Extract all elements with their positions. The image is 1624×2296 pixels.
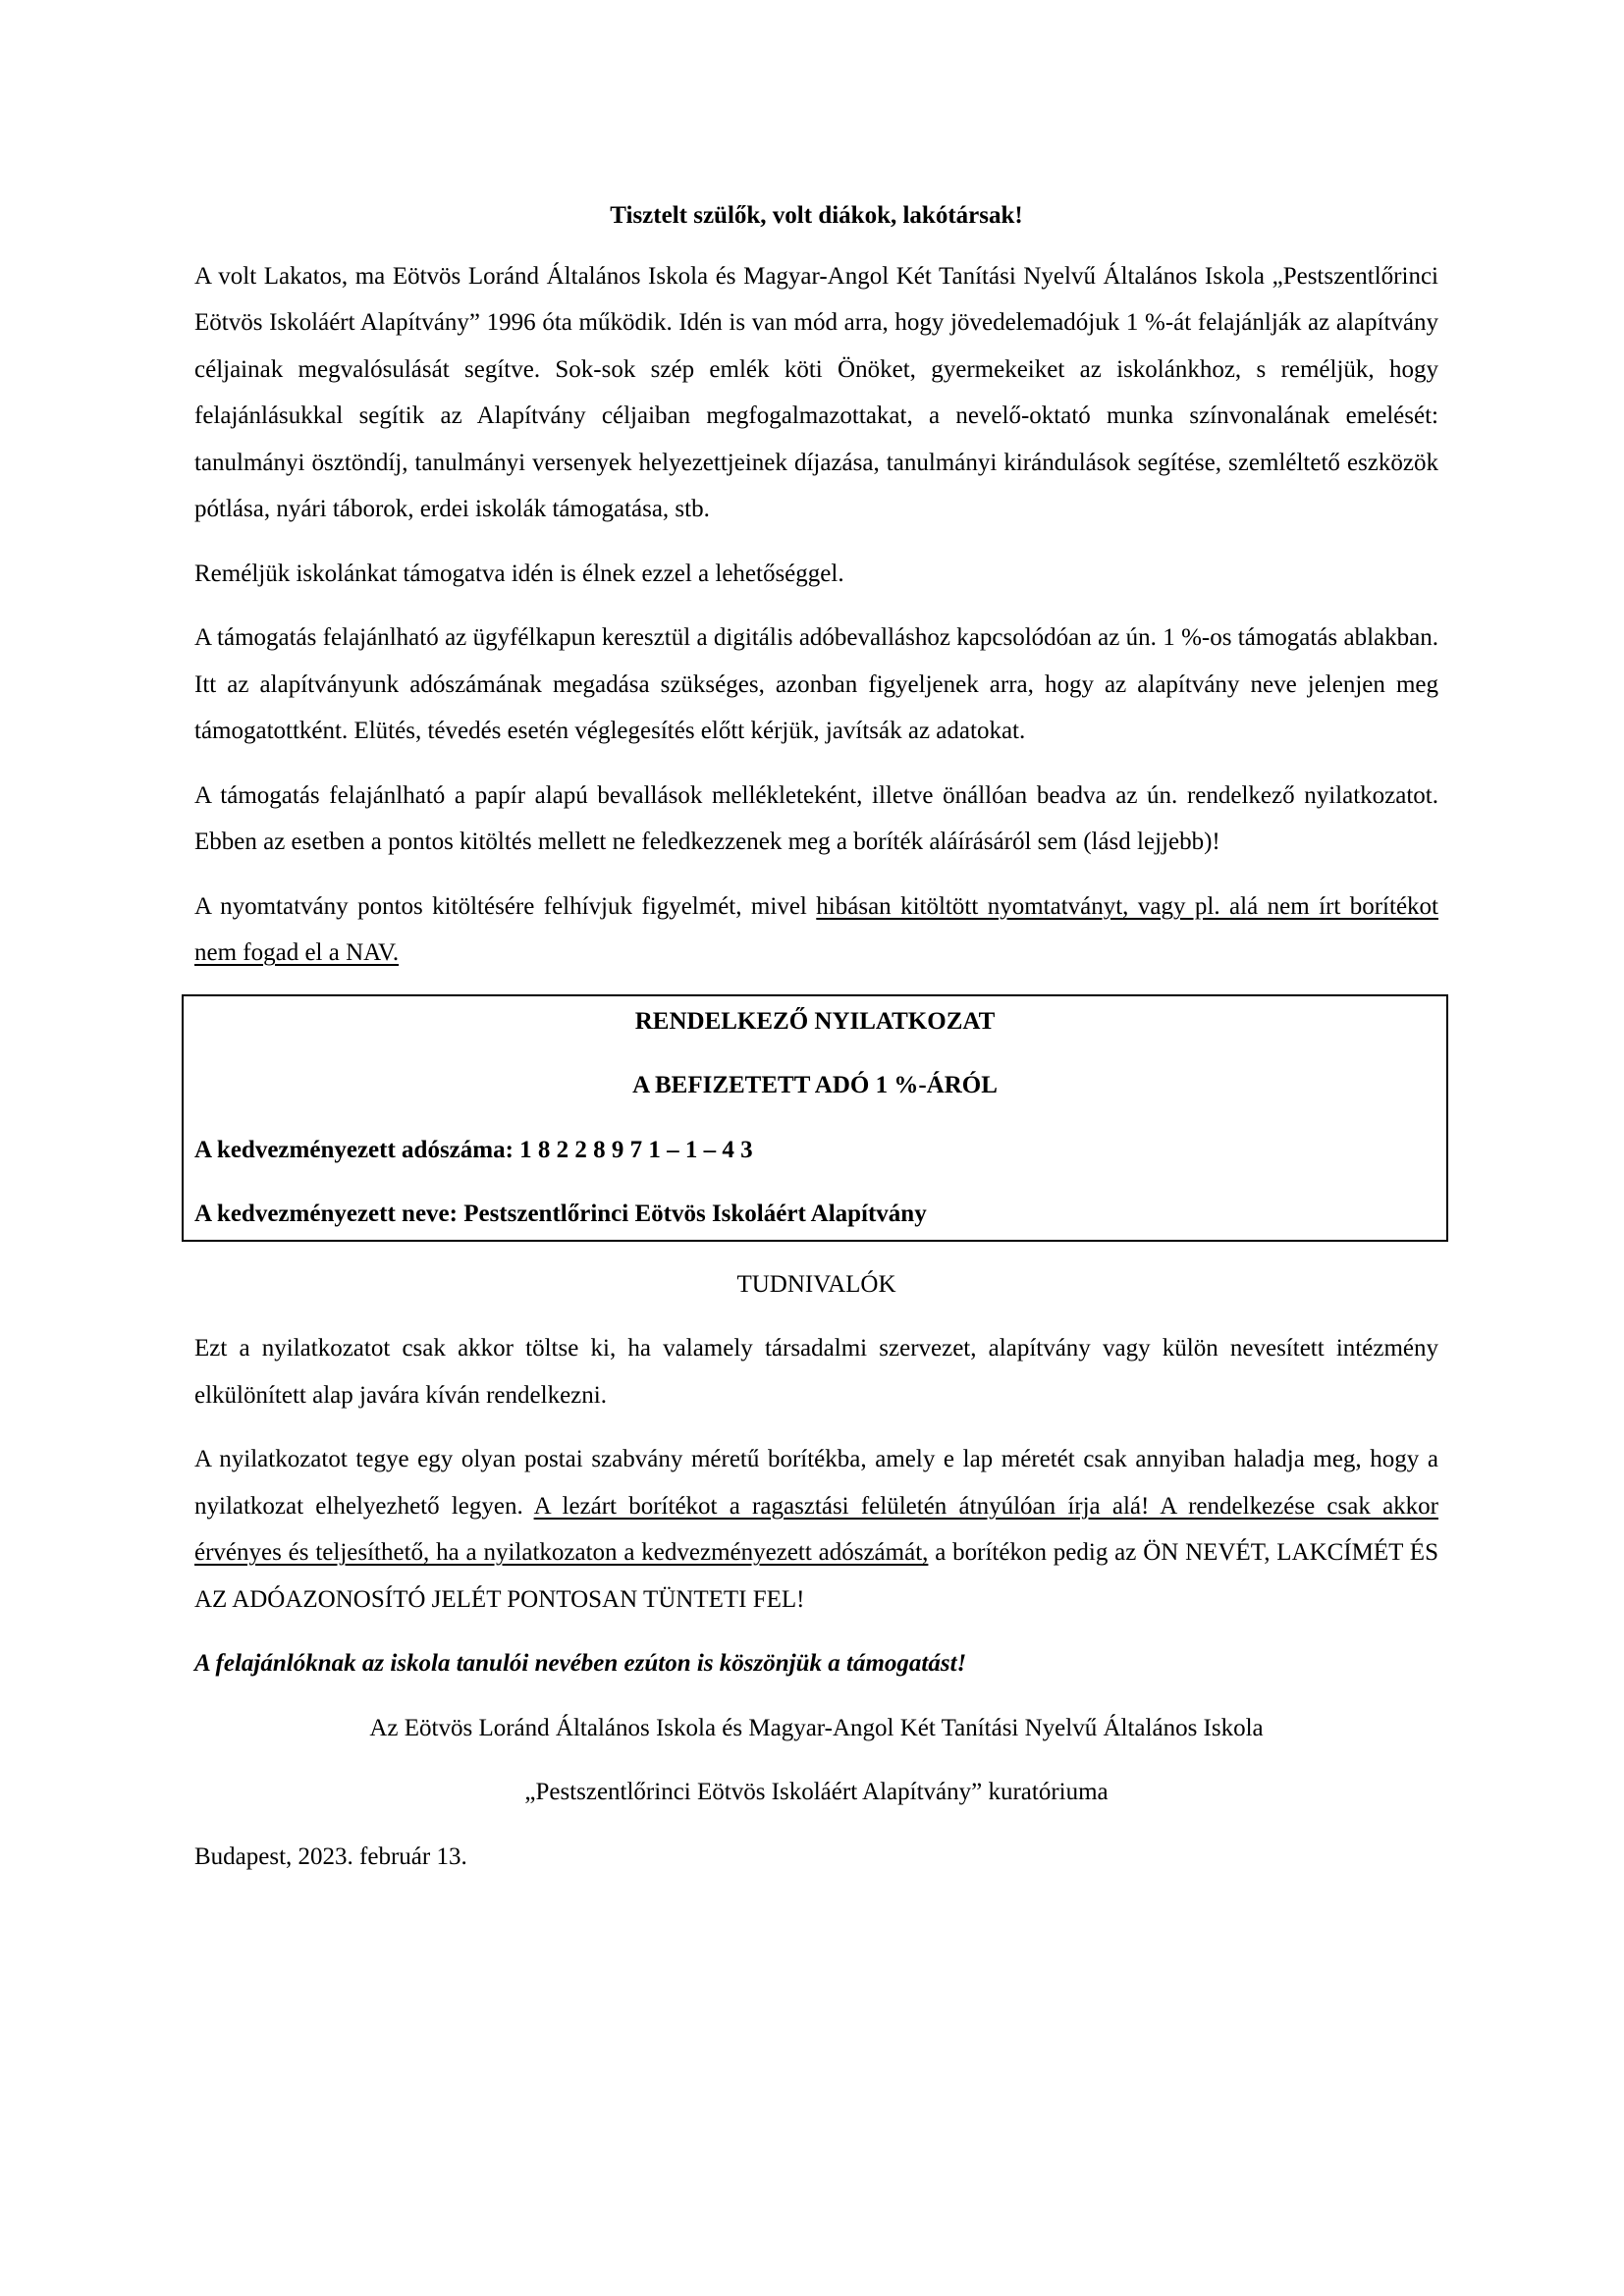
- document-body: [194, 192, 1438, 1897]
- thanks-line: A felajánlóknak az iskola tanulói nevében ezúton is köszönjük a támogatást!: [194, 1650, 967, 1677]
- declaration-box: [182, 994, 1448, 1242]
- beneficiary-tax-number: A kedvezményezett adószáma: 1 8 2 2 8 9 7 1 – 1 – 4 3: [194, 1136, 753, 1163]
- online-support-paragraph: A támogatás felajánlható az ügyfélkapun keresztül a digitális adóbevalláshoz kapcsolódóan az ún. 1 %-os támogatás ablakban. Itt az alapítványunk adószámának megadása szükséges, azonban figyeljenek arra, hogy az alapítvány neve jelenjen meg támogatottként. Elütés, tévedés esetén véglegesítés előtt kérjük, javítsák az adatokat.: [194, 624, 1438, 744]
- greeting-title: Tisztelt szülők, volt diákok, lakótársak!: [610, 202, 1023, 229]
- signature-board: „Pestszentlőrinci Eötvös Iskoláért Alapítvány” kuratóriuma: [524, 1779, 1109, 1805]
- hope-paragraph: Reméljük iskolánkat támogatva idén is élnek ezzel a lehetőséggel.: [194, 560, 844, 587]
- signature-instruction-underlined: A lezárt borítékot a ragasztási felületén átnyúlóan írja alá! A rendelkezése csak akkor érvényes és teljesíthető, ha a nyilatkozaton a kedvezményezett adószámát,: [194, 1492, 1438, 1566]
- notes-heading: TUDNIVALÓK: [736, 1270, 896, 1298]
- envelope-details-instruction: a borítékon pedig az ÖN NEVÉT, LAKCÍMÉT ÉS AZ ADÓAZONOSÍTÓ JELÉT PONTOSAN TÜNTETI FEL!: [194, 1539, 1438, 1613]
- signature-block: [194, 1705, 1438, 1881]
- place-date: Budapest, 2023. február 13.: [194, 1842, 467, 1870]
- declaration-subheading: A BEFIZETETT ADÓ 1 %-ÁRÓL: [632, 1072, 998, 1098]
- notes-paragraph-1: Ezt a nyilatkozatot csak akkor töltse ki, ha valamely társadalmi szervezet, alapítvány vagy külön nevesített intézmény elkülönített alap javára kíván rendelkezni.: [194, 1335, 1438, 1409]
- intro-paragraph: A volt Lakatos, ma Eötvös Loránd Általános Iskola és Magyar-Angol Két Tanítási Nyelvű Általános Iskola „Pestszentlőrinci Eötvös Iskoláért Alapítvány” 1996 óta működik. Idén is van mód arra, hogy jövedelemadójuk 1 %-át felajánlják az alapítvány céljainak megvalósulását segítve. Sok-sok szép emlék köti Önöket, gyermekeiket az iskolánkhoz, s reméljük, hogy felajánlásukkal segítik az Alapítvány céljaiban megfogalmazottakat, a nevelő-oktató munka színvonalának emelését: tanulmányi ösztöndíj, tanulmányi versenyek helyezettjeinek díjazása, tanulmányi kirándulások segítése, szemléltető eszközök pótlása, nyári táborok, erdei iskolák támogatása, stb.: [194, 262, 1438, 522]
- declaration-heading: RENDELKEZŐ NYILATKOZAT: [634, 1007, 996, 1035]
- form-warning-text: A nyomtatvány pontos kitöltésére felhívjuk figyelmét, mivel: [194, 892, 817, 920]
- paper-support-paragraph: A támogatás felajánlható a papír alapú bevallások mellékleteként, illetve önállóan beadva az ún. rendelkező nyilatkozatot. Ebben az esetben a pontos kitöltés mellett ne feledkezzenek meg a boríték aláírásáról sem (lásd lejjebb)!: [194, 781, 1438, 855]
- notes-paragraph-2: [194, 1436, 1438, 1623]
- form-warning-paragraph: [194, 883, 1438, 977]
- signature-school: Az Eötvös Loránd Általános Iskola és Magyar-Angol Két Tanítási Nyelvű Általános Iskola: [369, 1714, 1264, 1741]
- envelope-instruction: A nyilatkozatot tegye egy olyan postai szabvány méretű borítékba, amely e lap méretét csak annyiban haladja meg, hogy a nyilatkozat elhelyezhető legyen.: [194, 1446, 1438, 1520]
- form-warning-underlined: hibásan kitöltött nyomtatványt, vagy pl. alá nem írt borítékot nem fogad el a NAV.: [194, 892, 1438, 966]
- beneficiary-name: A kedvezményezett neve: Pestszentlőrinci Eötvös Iskoláért Alapítvány: [194, 1201, 927, 1227]
